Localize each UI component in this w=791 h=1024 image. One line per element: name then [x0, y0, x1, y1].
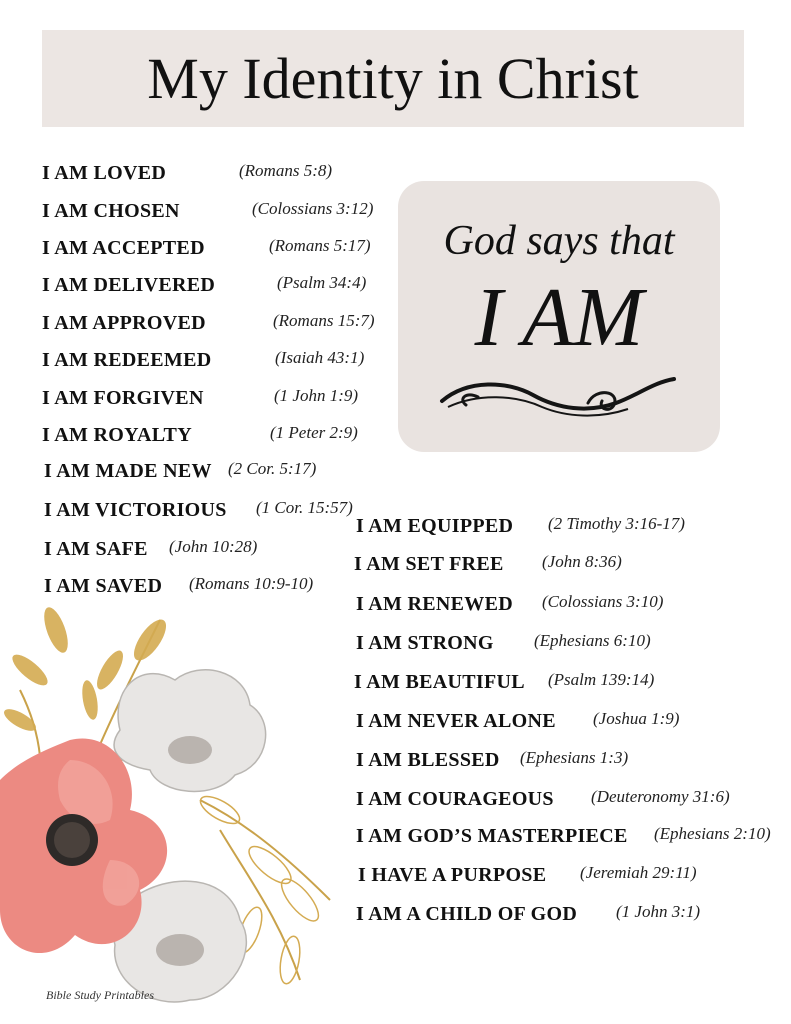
- scripture-reference: (1 John 3:1): [616, 902, 701, 921]
- scripture-reference: (Romans 5:8): [239, 161, 333, 180]
- scripture-reference: (John 8:36): [542, 552, 622, 571]
- scripture-reference: (Ephesians 6:10): [534, 631, 651, 650]
- statement-text: I AM REDEEMED: [42, 349, 212, 371]
- statement-text: I AM NEVER ALONE: [356, 710, 556, 732]
- statement-text: I AM EQUIPPED: [356, 515, 514, 537]
- statement-text: I AM RENEWED: [356, 593, 513, 615]
- statement-text: I AM DELIVERED: [42, 274, 216, 296]
- scripture-reference: (Colossians 3:10): [542, 592, 664, 611]
- scripture-reference: (Romans 15:7): [273, 311, 375, 330]
- statement-text: I AM SAFE: [44, 538, 148, 560]
- scripture-reference: (Romans 5:17): [269, 236, 371, 255]
- statement-text: I HAVE A PURPOSE: [358, 864, 547, 886]
- statement-text: I AM MADE NEW: [44, 460, 212, 482]
- statement-text: I AM APPROVED: [42, 312, 206, 334]
- statement-text: I AM BEAUTIFUL: [354, 671, 525, 693]
- statement-text: I AM LOVED: [42, 162, 167, 184]
- page-title: My Identity in Christ: [147, 46, 639, 111]
- credit-text: Bible Study Printables: [46, 988, 154, 1002]
- statement-text: I AM SAVED: [44, 575, 163, 597]
- scripture-reference: (Psalm 34:4): [277, 273, 367, 292]
- floral-illustration: [0, 600, 340, 1024]
- scripture-reference: (Jeremiah 29:11): [580, 863, 697, 882]
- scripture-reference: (Ephesians 1:3): [520, 748, 629, 767]
- flourish-ornament-icon: [438, 373, 680, 423]
- i-am-callout-box: [398, 181, 720, 452]
- callout-line-2: I AM: [474, 271, 644, 364]
- statement-text: I AM GOD’S MASTERPIECE: [356, 825, 628, 847]
- statement-text: I AM BLESSED: [356, 749, 500, 771]
- statement-text: I AM VICTORIOUS: [44, 499, 227, 521]
- statement-text: I AM SET FREE: [354, 553, 504, 575]
- scripture-reference: (Deuteronomy 31:6): [591, 787, 730, 806]
- scripture-reference: (Colossians 3:12): [252, 199, 374, 218]
- scripture-reference: (Isaiah 43:1): [275, 348, 365, 367]
- scripture-reference: (2 Cor. 5:17): [228, 459, 317, 478]
- title-banner: [42, 30, 744, 127]
- scripture-reference: (John 10:28): [169, 537, 258, 556]
- scripture-reference: (Psalm 139:14): [548, 670, 655, 689]
- scripture-reference: (1 Peter 2:9): [270, 423, 358, 442]
- statement-text: I AM FORGIVEN: [42, 387, 204, 409]
- scripture-reference: (2 Timothy 3:16-17): [548, 514, 685, 533]
- scripture-reference: (1 John 1:9): [274, 386, 359, 405]
- statement-text: I AM STRONG: [356, 632, 494, 654]
- scripture-reference: (Romans 10:9-10): [189, 574, 314, 593]
- statement-text: I AM ROYALTY: [42, 424, 192, 446]
- scripture-reference: (Joshua 1:9): [593, 709, 680, 728]
- callout-line-1: God says that: [443, 218, 675, 264]
- statement-text: I AM COURAGEOUS: [356, 788, 554, 810]
- statement-text: I AM ACCEPTED: [42, 237, 205, 259]
- statement-text: I AM CHOSEN: [42, 200, 180, 222]
- scripture-reference: (1 Cor. 15:57): [256, 498, 353, 517]
- statement-text: I AM A CHILD OF GOD: [356, 903, 578, 925]
- scripture-reference: (Ephesians 2:10): [654, 824, 771, 843]
